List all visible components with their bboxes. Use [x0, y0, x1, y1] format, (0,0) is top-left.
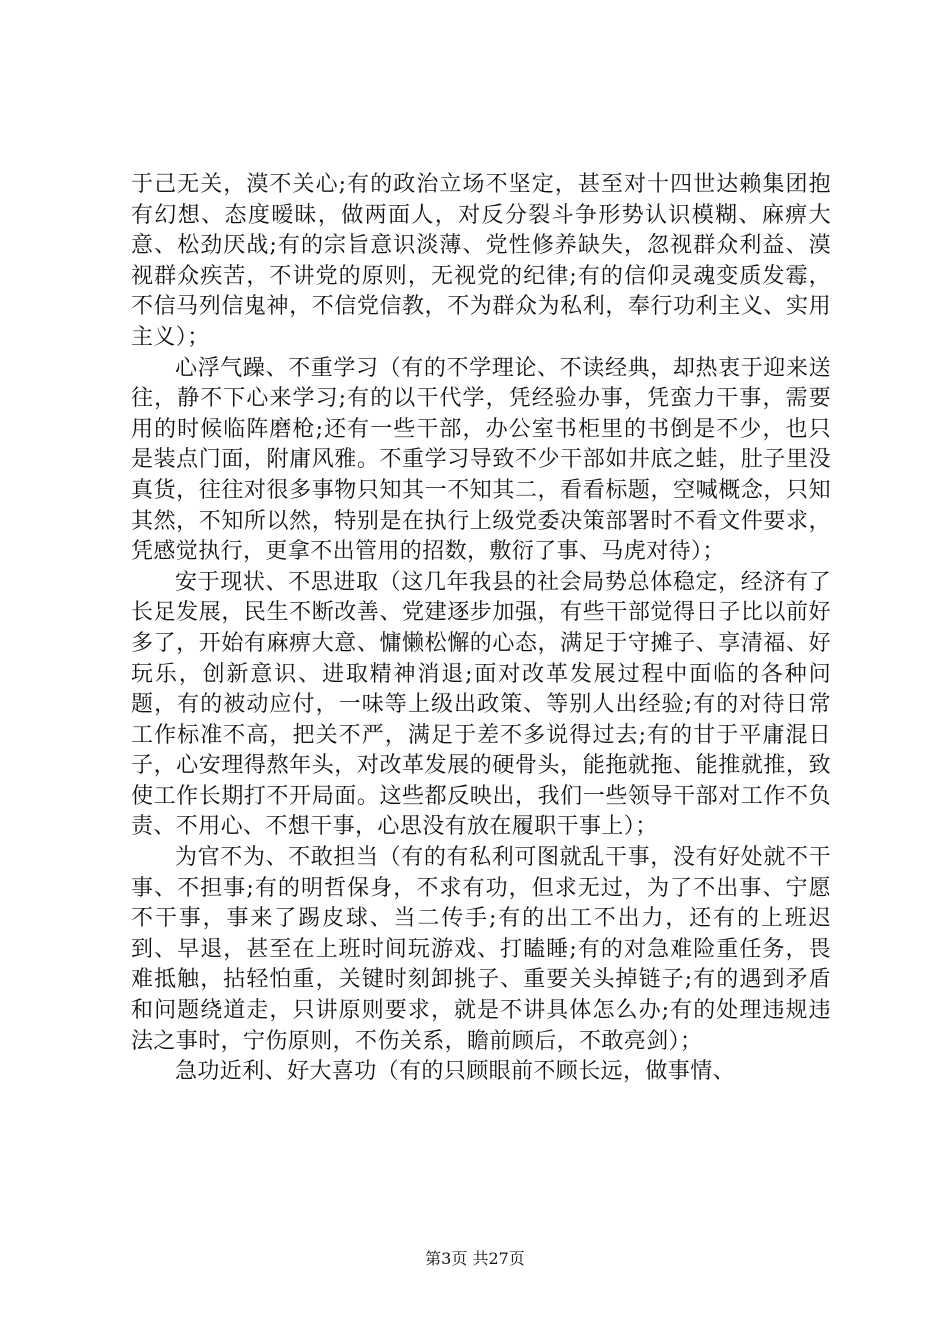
paragraph-5: 急功近利、好大喜功（有的只顾眼前不顾长远，做事情、	[175, 1059, 736, 1085]
paragraph-3: 安于现状、不思进取（这几年我县的社会局势总体稳定，经济有了长足发展，民生不断改善、党建逐步加强，有些干部觉得日子比以前好多了，开始有麻痹大意、慵懒松懈的心态，满足于守摊子、享清福、好玩乐，创新意识、进取精神消退;面对改革发展过程中面临的各种问题，有的被动应付，一味等上级出政策、等别人出经验;有的对待日常工作标准不高，把关不严，满足于差不多说得过去;有的甘于平庸混日子，心安理得熬年头，对改革发展的硬骨头，能拖就拖、能推就推，致使工作长期打不开局面。这些都反映出，我们一些领导干部对工作不负责、不用心、不想干事，心思没有放在履职干事上）；	[131, 569, 831, 840]
page-footer: 第3页 共27页	[425, 1249, 525, 1268]
paragraph-2: 心浮气躁、不重学习（有的不学理论、不读经典，却热衷于迎来送往，静不下心来学习;有的以干代学，凭经验办事，凭蛮力干事，需要用的时候临阵磨枪;还有一些干部，办公室书柜里的书倒是不少，也只是装点门面，附庸风雅。不重学习导致不少干部如井底之蛙，肚子里没真货，往往对很多事物只知其一不知其二，看看标题，空喊概念，只知其然，不知所以然，特别是在执行上级党委决策部署时不看文件要求，凭感觉执行，更拿不出管用的招数，敷衍了事、马虎对待）；	[131, 355, 831, 565]
body-text	[131, 170, 831, 1088]
paragraph-4: 为官不为、不敢担当（有的有私利可图就乱干事，没有好处就不干事、不担事;有的明哲保身，不求有功，但求无过，为了不出事、宁愿不干事，事来了踢皮球、当二传手;有的出工不出力，还有的上班迟到、早退，甚至在上班时间玩游戏、打瞌睡;有的对急难险重任务，畏难抵触，拈轻怕重，关键时刻卸挑子、重要关头掉链子;有的遇到矛盾和问题绕道走，只讲原则要求，就是不讲具体怎么办;有的处理违规违法之事时，宁伤原则，不伤关系，瞻前顾后，不敢亮剑）；	[131, 845, 831, 1054]
paragraph-1: 于己无关，漠不关心;有的政治立场不坚定，甚至对十四世达赖集团抱有幻想、态度暧昧，做两面人，对反分裂斗争形势认识模糊、麻痹大意、松劲厌战;有的宗旨意识淡薄、党性修养缺失，忽视群众利益、漠视群众疾苦，不讲党的原则，无视党的纪律;有的信仰灵魂变质发霉，不信马列信鬼神，不信党信教，不为群众为私利，奉行功利主义、实用主义）；	[131, 172, 831, 350]
